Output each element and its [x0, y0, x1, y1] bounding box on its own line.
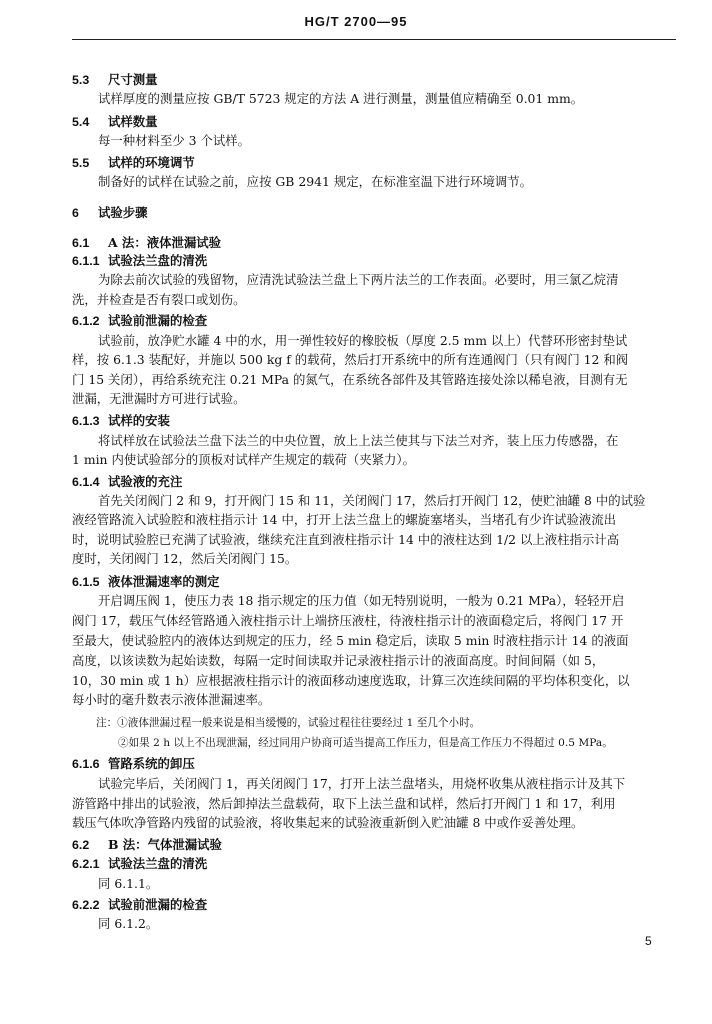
heading-text: 试样的安装 — [108, 413, 170, 428]
header-rule — [72, 39, 676, 40]
heading-text: B 法：气体泄漏试验 — [108, 837, 222, 852]
section-6-1-3-heading — [72, 413, 170, 429]
paragraph-line: 试样厚度的测量应按 GB/T 5723 规定的方法 A 进行测量，测量值应精确至 0.01 mm。 — [98, 91, 584, 106]
section-6-1-heading — [72, 235, 221, 251]
section-number: 6.1.1 — [72, 254, 100, 268]
section-number: 6.1.3 — [72, 414, 100, 428]
paragraph-line: 同 6.1.1。 — [98, 876, 159, 891]
heading-text: 试验前泄漏的检查 — [108, 897, 208, 912]
paragraph-line: 至最大，使试验腔内的液体达到规定的压力，经 5 min 稳定后，读取 5 min 时液柱指示计 14 的液面 — [72, 633, 629, 648]
note-line: 注：①液体泄漏过程一般来说是相当缓慢的，试验过程往往要经过 1 至几个小时。 — [96, 717, 481, 729]
heading-text: A 法：液体泄漏试验 — [108, 235, 222, 250]
section-6-heading — [72, 205, 148, 221]
paragraph-line: 试验前，放净贮水罐 4 中的水，用一弹性较好的橡胶板（厚度 2.5 mm 以上）代替环形密封垫试 — [98, 333, 628, 348]
section-number: 5.4 — [72, 115, 90, 129]
heading-text: 试样数量 — [108, 114, 158, 129]
paragraph-line: 洗，并检查是否有裂口或划伤。 — [72, 292, 246, 307]
paragraph-line: 为除去前次试验的残留物，应清洗试验法兰盘上下两片法兰的工作表面。必要时，用三氯乙烷清 — [98, 272, 619, 287]
section-6-1-5-heading — [72, 574, 220, 590]
standard-header: HG/T 2700—95 — [304, 14, 408, 29]
section-number: 6.1.2 — [72, 314, 100, 328]
paragraph-line: 制备好的试样在试验之前，应按 GB 2941 规定，在标准室温下进行环境调节。 — [98, 174, 533, 189]
section-6-1-1-heading — [72, 253, 207, 269]
section-6-1-6-heading — [72, 756, 195, 772]
heading-text: 试验法兰盘的清洗 — [108, 856, 208, 871]
paragraph-line: 度时，关闭阀门 12，然后关闭阀门 15。 — [72, 551, 298, 566]
section-number: 6 — [72, 206, 79, 220]
note-line: ②如果 2 h 以上不出现泄漏，经过同用户协商可适当提高工作压力，但是高工作压力不得超过 0.5 MPa。 — [118, 737, 613, 749]
paragraph-line: 液经管路流入试验腔和液柱指示计 14 中，打开上法兰盘上的螺旋塞堵头，当堵孔有少许试验液流出 — [72, 512, 617, 527]
section-6-1-4-heading — [72, 474, 182, 490]
heading-text: 尺寸测量 — [108, 72, 158, 87]
paragraph-line: 每小时的毫升数表示液体泄漏速率。 — [72, 692, 271, 707]
heading-text: 试验法兰盘的清洗 — [108, 253, 208, 268]
paragraph-line: 阀门 17，载压气体经管路通入液柱指示计上端挤压液柱，待液柱指示计的液面稳定后，将阀门 17 开 — [72, 613, 624, 628]
section-number: 6.2.2 — [72, 898, 100, 912]
section-6-2-2-heading — [72, 897, 207, 913]
section-number: 6.2 — [72, 838, 90, 852]
page-number: 5 — [645, 934, 652, 948]
heading-text: 试验液的充注 — [108, 474, 183, 489]
paragraph-line: 试验完毕后，关闭阀门 1，再关闭阀门 17，打开上法兰盘堵头，用烧杯收集从液柱指示计及其下 — [98, 776, 626, 791]
paragraph-line: 1 min 内使试验部分的顶板对试样产生规定的载荷（夹紧力）。 — [72, 452, 416, 467]
paragraph-line: 高度，以该读数为起始读数，每隔一定时间读取并记录液柱指示计的液面高度。时间间隔（如 5， — [72, 653, 605, 668]
section-6-1-2-heading — [72, 313, 207, 329]
heading-text: 液体泄漏速率的测定 — [108, 574, 220, 589]
paragraph-line: 门 15 关闭），再给系统充注 0.21 MPa 的氮气，在系统各部件及其管路连接处涂以稀皂液，目测有无 — [72, 372, 628, 387]
paragraph-line: 泄漏，无泄漏时方可进行试验。 — [72, 391, 246, 406]
paragraph-line: 样，按 6.1.3 装配好，并施以 500 kg f 的载荷，然后打开系统中的所有连通阀门（只有阀门 12 和阀 — [72, 352, 629, 367]
section-number: 5.5 — [72, 156, 90, 170]
paragraph-line: 游管路中排出的试验液，然后卸掉法兰盘载荷，取下上法兰盘和试样，然后打开阀门 1 和 17，利用 — [72, 796, 616, 811]
section-number: 6.1.4 — [72, 475, 100, 489]
paragraph-line: 载压气体吹净管路内残留的试验液，将收集起来的试验液重新倒入贮油罐 8 中或作妥善处理。 — [72, 815, 584, 830]
section-5-4-heading — [72, 114, 158, 130]
heading-text: 试样的环境调节 — [108, 155, 195, 170]
paragraph-line: 将试样放在试验法兰盘下法兰的中央位置，放上上法兰使其与下法兰对齐，装上压力传感器，在 — [98, 433, 619, 448]
section-number: 6.1 — [72, 236, 90, 250]
heading-text: 管路系统的卸压 — [108, 756, 195, 771]
paragraph-line: 首先关闭阀门 2 和 9，打开阀门 15 和 11，关闭阀门 17，然后打开阀门 12，使贮油罐 8 中的试验 — [98, 493, 646, 508]
section-number: 6.1.5 — [72, 575, 100, 589]
section-number: 5.3 — [72, 73, 90, 87]
section-number: 6.2.1 — [72, 857, 100, 871]
paragraph-line: 开启调压阀 1，使压力表 18 指示规定的压力值（如无特别说明，一般为 0.21 MPa），轻轻开启 — [98, 593, 625, 608]
section-5-3-heading — [72, 72, 158, 88]
paragraph-line: 时，说明试验腔已充满了试验液，继续充注直到液柱指示计 14 中的液柱达到 1/2 以上液柱指示计高 — [72, 532, 620, 547]
section-6-2-heading — [72, 837, 222, 853]
heading-text: 试验前泄漏的检查 — [108, 313, 208, 328]
paragraph-line: 同 6.1.2。 — [98, 916, 159, 931]
section-6-2-1-heading — [72, 856, 207, 872]
section-5-5-heading — [72, 155, 195, 171]
section-number: 6.1.6 — [72, 757, 100, 771]
heading-text: 试验步骤 — [98, 205, 148, 220]
paragraph-line: 10，30 min 或 1 h）应根据液柱指示计的液面移动速度选取，计算三次连续间隔的平均体积变化，以 — [72, 673, 630, 688]
paragraph-line: 每一种材料至少 3 个试样。 — [98, 133, 251, 148]
